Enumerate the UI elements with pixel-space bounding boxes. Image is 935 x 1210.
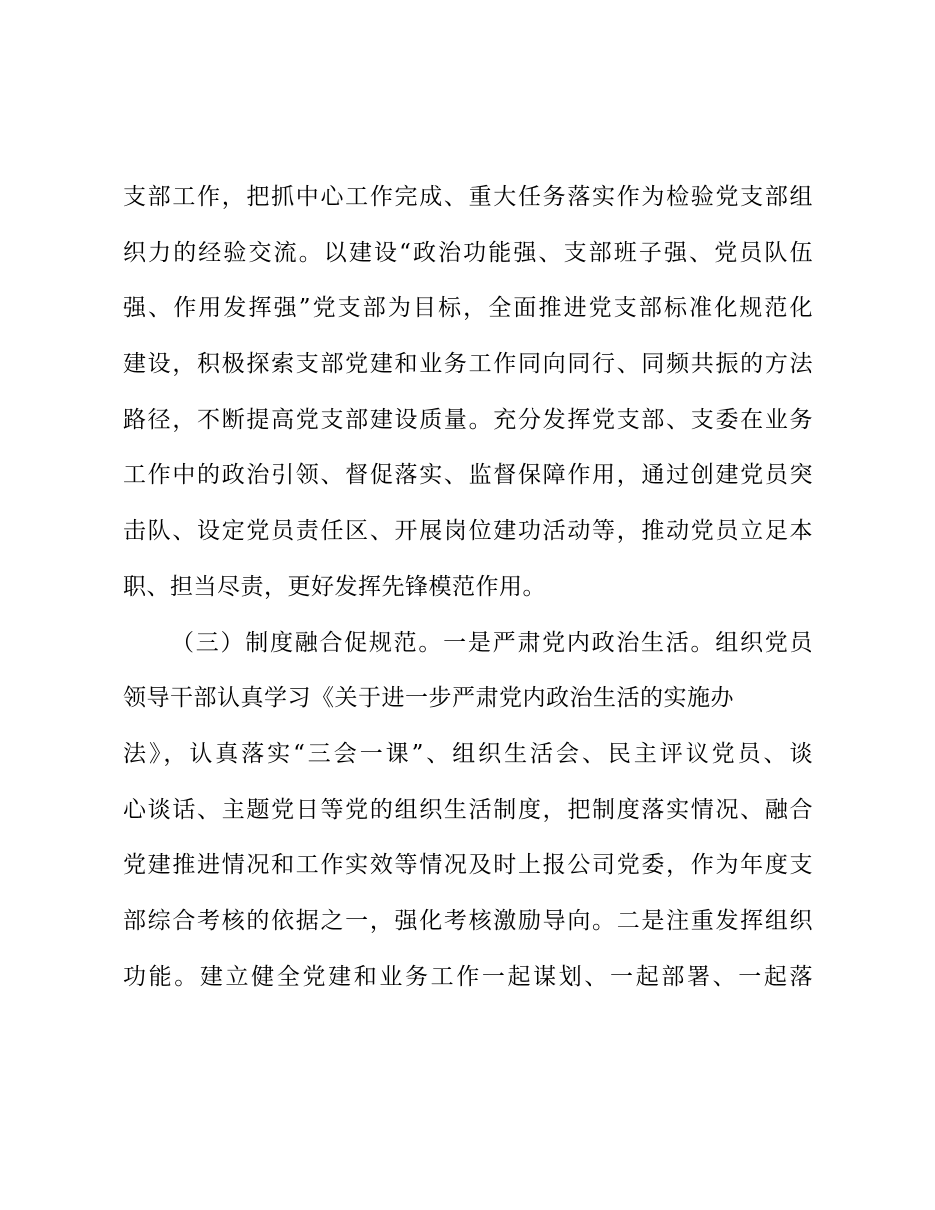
text-line: 法》，认真落实“三会一课”、组织生活会、民主评议党员、谈 — [123, 740, 813, 767]
section-heading-line: （三）制度融合促规范。一是严肃党内政治生活。组织党员 — [171, 629, 813, 656]
text-line: 强、作用发挥强”党支部为目标，全面推进党支部标准化规范化 — [123, 295, 813, 322]
paragraph-end-line: 职、担当尽责，更好发挥先锋模范作用。 — [123, 573, 546, 600]
text-line: 建设，积极探索支部党建和业务工作同向同行、同频共振的方法 — [123, 351, 813, 378]
text-line: 支部工作，把抓中心工作完成、重大任务落实作为检验党支部组 — [123, 184, 813, 210]
text-line: 功能。建立健全党建和业务工作一起谋划、一起部署、一起落 — [123, 963, 813, 990]
text-line: 部综合考核的依据之一，强化考核激励导向。二是注重发挥组织 — [123, 907, 813, 934]
body-text — [123, 170, 813, 1005]
text-line: 路径，不断提高党支部建设质量。充分发挥党支部、支委在业务 — [123, 406, 813, 433]
text-line: 党建推进情况和工作实效等情况及时上报公司党委，作为年度支 — [123, 852, 813, 879]
text-line: 工作中的政治引领、督促落实、监督保障作用，通过创建党员突 — [123, 462, 813, 489]
text-line: 织力的经验交流。以建设“政治功能强、支部班子强、党员队伍 — [123, 239, 813, 266]
text-line: 领导干部认真学习《关于进一步严肃党内政治生活的实施办 — [123, 685, 734, 712]
text-line: 击队、设定党员责任区、开展岗位建功活动等，推动党员立足本 — [123, 518, 813, 545]
text-line: 心谈话、主题党日等党的组织生活制度，把制度落实情况、融合 — [123, 796, 813, 823]
